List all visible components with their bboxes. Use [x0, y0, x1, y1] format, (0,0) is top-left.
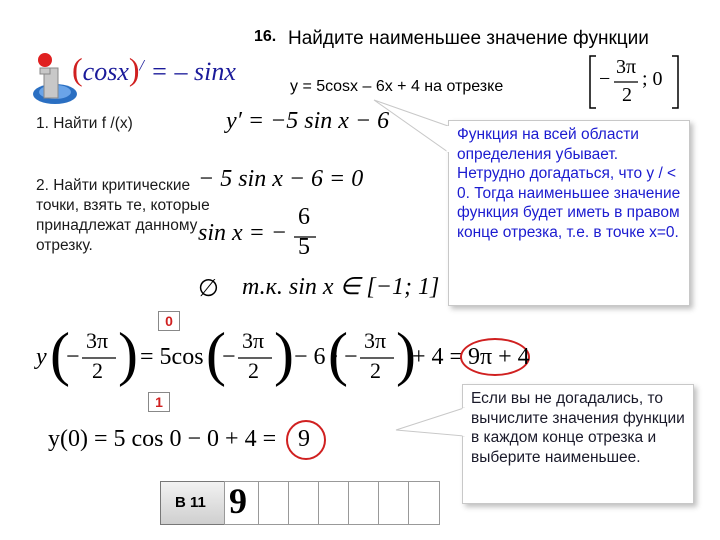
answer-cell-5[interactable]: [348, 481, 380, 525]
derivative-formula: (cosx)/ = – sinx: [72, 51, 236, 87]
answer-cell-6[interactable]: [378, 481, 410, 525]
step-1-math: y′ = −5 sin x − 6: [226, 108, 390, 134]
answer-cell-7[interactable]: [408, 481, 440, 525]
problem-title: Найдите наименьшее значение функции: [288, 28, 649, 49]
callout-top-pointer: [372, 96, 452, 176]
problem-number: 16.: [254, 28, 277, 45]
answer-cell-3[interactable]: [288, 481, 320, 525]
step-tag-1: 1: [148, 392, 170, 412]
answer-cell-2[interactable]: [258, 481, 290, 525]
step-1-label: 1. Найти f /(x): [36, 115, 133, 132]
reason: т.к. sin x ∈ [−1; 1]: [242, 274, 440, 300]
empty-set: ∅: [198, 276, 219, 302]
calc-row-2: y(0) = 5 cos 0 − 0 + 4 = 9: [48, 420, 348, 464]
equation-sin: sin x = − 6 5: [198, 204, 310, 260]
answer-cell-4[interactable]: [318, 481, 350, 525]
answer-label-box: B 11: [160, 481, 226, 525]
slide: [10, 8, 706, 530]
step-tag-0: 0: [158, 311, 180, 331]
calc-row-1: y ( − 3π 2 ) = 5cos ( − 3π 2 ) − 6 · ( − 3π 2 ) + 4 = 9π + 4: [36, 321, 530, 387]
callout-bottom: Если вы не догадались, то вычислите значения функции в каждом конце отрезка и выберите наименьшее.: [462, 384, 694, 504]
interval: − 3π 2 ; 0: [588, 54, 680, 110]
function-line: y = 5cosx – 6x + 4 на отрезке: [290, 78, 504, 95]
callout-bottom-pointer: [394, 400, 466, 448]
equation-derivative-zero: − 5 sin x − 6 = 0: [198, 166, 364, 192]
answer-cell-1[interactable]: 9: [224, 481, 260, 525]
step-2-label: 2. Найти критические точки, взять те, которые принадлежат данному отрезку.: [36, 177, 210, 254]
callout-top: Функция на всей области определения убывает. Нетрудно догадаться, что y / < 0. Тогда наименьшее значение функция будет иметь в правом конце отрезка, т.е. в точке x=0.: [448, 120, 690, 306]
